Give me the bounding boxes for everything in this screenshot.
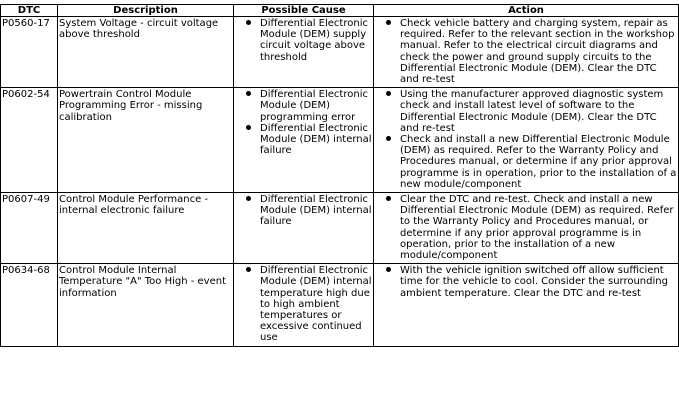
description-cell: Control Module Performance - internal electronic failure: [58, 193, 234, 264]
cause-list: [235, 265, 372, 343]
cause-list: [235, 18, 372, 63]
action-list: [375, 89, 677, 190]
dtc-code: P0560-17: [1, 17, 58, 88]
cause-cell: [234, 17, 374, 88]
cause-item: Differential Electronic Module (DEM) supply circuit voltage above threshold: [235, 18, 372, 63]
action-cell: [374, 193, 679, 264]
action-item: Using the manufacturer approved diagnostic system check and install latest level of software to the Differential Electronic Module (DEM). Clear the DTC and re-test: [375, 89, 677, 134]
action-item: Check vehicle battery and charging system, repair as required. Refer to the relevant section in the workshop manual. Refer to the electrical circuit diagrams and check the power and ground supply circuits to the Differential Electronic Module (DEM). Clear the DTC and re-test: [375, 18, 677, 85]
action-cell: [374, 264, 679, 346]
cause-list: [235, 89, 372, 156]
cause-list: [235, 194, 372, 228]
description-cell: System Voltage - circuit voltage above threshold: [58, 17, 234, 88]
action-item: Check and install a new Differential Electronic Module (DEM) as required. Refer to the Warranty Policy and Procedures manual, or determine if any prior approval programme is in operation, prior to the installation of a new module/component: [375, 134, 677, 190]
action-cell: [374, 88, 679, 193]
action-list: [375, 194, 677, 261]
action-list: [375, 265, 677, 299]
dtc-table: [0, 4, 679, 347]
action-list: [375, 18, 677, 85]
header-dtc: DTC: [1, 5, 58, 17]
cause-item: Differential Electronic Module (DEM) programming error: [235, 89, 372, 123]
table-row: [1, 88, 679, 193]
description-cell: Powertrain Control Module Programming Error - missing calibration: [58, 88, 234, 193]
action-cell: [374, 17, 679, 88]
dtc-code: P0607-49: [1, 193, 58, 264]
action-item: Clear the DTC and re-test. Check and install a new Differential Electronic Module (DEM) as required. Refer to the Warranty Policy and Procedures manual, or determine if any prior approval programme is in operation, prior to the installation of a new module/component: [375, 194, 677, 261]
action-item: With the vehicle ignition switched off allow sufficient time for the vehicle to cool. Consider the surrounding ambient temperature. Clear the DTC and re-test: [375, 265, 677, 299]
description-cell: Control Module Internal Temperature "A" Too High - event information: [58, 264, 234, 346]
dtc-code: P0634-68: [1, 264, 58, 346]
table-row: [1, 264, 679, 346]
header-action: Action: [374, 5, 679, 17]
cause-item: Differential Electronic Module (DEM) internal failure: [235, 194, 372, 228]
cause-cell: [234, 88, 374, 193]
cause-item: Differential Electronic Module (DEM) internal failure: [235, 123, 372, 157]
table-row: [1, 193, 679, 264]
header-description: Description: [58, 5, 234, 17]
cause-cell: [234, 193, 374, 264]
header-possible-cause: Possible Cause: [234, 5, 374, 17]
header-row: [1, 5, 679, 17]
dtc-code: P0602-54: [1, 88, 58, 193]
cause-cell: [234, 264, 374, 346]
cause-item: Differential Electronic Module (DEM) internal temperature high due to high ambient temperatures or excessive continued use: [235, 265, 372, 343]
table-row: [1, 17, 679, 88]
